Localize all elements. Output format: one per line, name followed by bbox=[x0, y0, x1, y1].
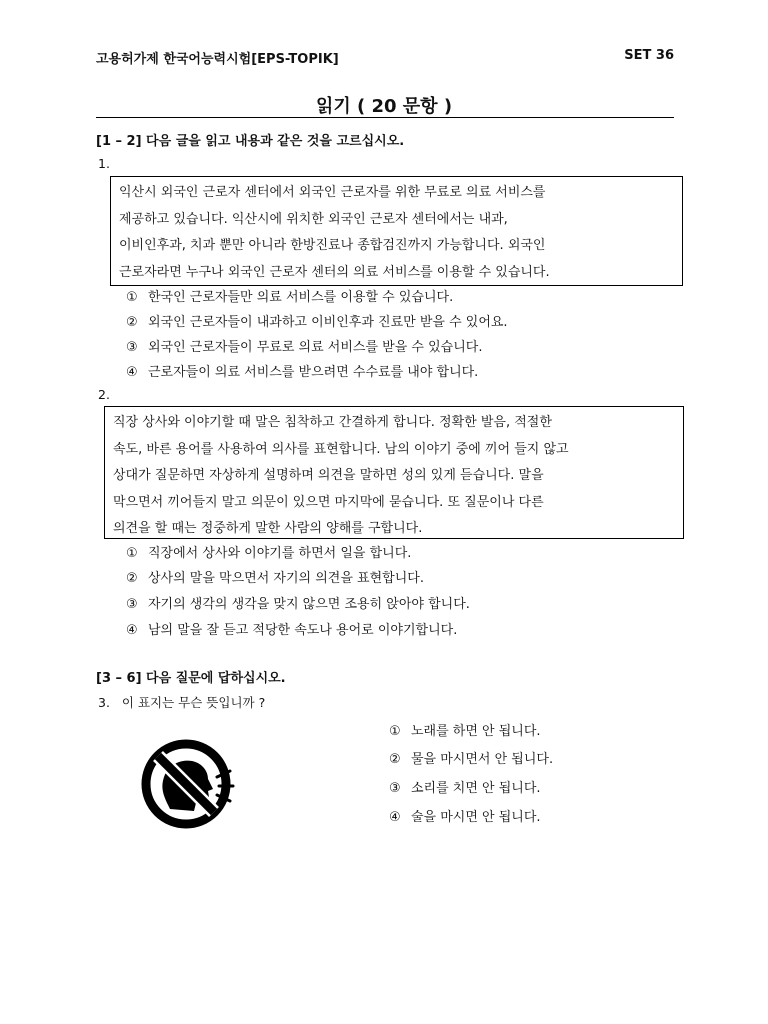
passage-line: 막으면서 끼어들지 말고 의문이 있으면 마지막에 묻습니다. 또 질문이나 다른 bbox=[113, 494, 544, 510]
option-text: 물을 마시면서 안 됩니다. bbox=[411, 752, 554, 767]
answer-option[interactable] bbox=[389, 720, 541, 739]
passage-line: 직장 상사와 이야기할 때 말은 침착하고 간결하게 합니다. 정확한 발음, 적절한 bbox=[113, 415, 552, 430]
passage-line: 제공하고 있습니다. 익산시에 위치한 외국인 근로자 센터에서는 내과, bbox=[119, 211, 508, 227]
option-text: 소리를 치면 안 됩니다. bbox=[411, 781, 541, 796]
question-number: 1. bbox=[98, 156, 110, 171]
option-text: 노래를 하면 안 됩니다. bbox=[411, 724, 541, 739]
option-marker: ② bbox=[126, 571, 138, 586]
option-marker: ④ bbox=[126, 365, 138, 380]
option-text: 외국인 근로자들이 무료로 의료 서비스를 받을 수 있습니다. bbox=[148, 340, 483, 355]
option-marker: ④ bbox=[126, 623, 138, 638]
set-number: SET 36 bbox=[624, 48, 674, 63]
passage-line: 익산시 외국인 근로자 센터에서 외국인 근로자를 위한 무료로 의료 서비스를 bbox=[119, 185, 546, 200]
option-text: 남의 말을 잘 듣고 적당한 속도나 용어로 이야기합니다. bbox=[148, 623, 458, 638]
option-marker: ① bbox=[126, 290, 138, 305]
option-text: 근로자들이 의료 서비스를 받으려면 수수료를 내야 합니다. bbox=[148, 365, 479, 380]
passage-line: 상대가 질문하면 자상하게 설명하며 의견을 말하면 성의 있게 듣습니다. 말을 bbox=[113, 468, 544, 483]
passage-line: 이비인후과, 치과 뿐만 아니라 한방진료나 종합검진까지 가능합니다. 외국인 bbox=[119, 238, 546, 253]
section-title: 읽기 ( 20 문항 ) bbox=[315, 96, 453, 117]
answer-option[interactable] bbox=[389, 748, 553, 767]
question-number: 2. bbox=[98, 387, 110, 402]
question-text: 이 표지는 무슨 뜻입니까 ? bbox=[121, 695, 266, 710]
answer-option[interactable] bbox=[126, 542, 411, 561]
answer-option[interactable] bbox=[126, 286, 453, 305]
option-marker: ② bbox=[389, 752, 401, 767]
option-text: 상사의 말을 막으면서 자기의 의견을 표현합니다. bbox=[148, 571, 424, 586]
title-divider bbox=[96, 117, 674, 118]
option-text: 술을 마시면 안 됩니다. bbox=[411, 810, 541, 825]
passage-box-1 bbox=[110, 176, 683, 286]
option-marker: ③ bbox=[389, 781, 401, 796]
answer-option[interactable] bbox=[126, 336, 482, 355]
passage-line: 의견을 할 때는 정중하게 말한 사람의 양해를 구합니다. bbox=[113, 521, 423, 536]
exam-header-title: 고용허가제 한국어능력시험[EPS-TOPIK] bbox=[96, 52, 339, 67]
option-marker: ① bbox=[126, 546, 138, 561]
option-marker: ② bbox=[126, 315, 138, 330]
answer-option[interactable] bbox=[126, 311, 508, 330]
answer-option[interactable] bbox=[389, 777, 541, 796]
option-marker: ③ bbox=[126, 340, 138, 355]
question-3-prompt bbox=[98, 693, 265, 711]
option-text: 외국인 근로자들이 내과하고 이비인후과 진료만 받을 수 있어요. bbox=[148, 315, 508, 330]
option-text: 직장에서 상사와 이야기를 하면서 일을 합니다. bbox=[148, 546, 412, 561]
answer-option[interactable] bbox=[126, 593, 470, 612]
passage-box-2 bbox=[104, 406, 684, 539]
passage-line: 근로자라면 누구나 외국인 근로자 센터의 의료 서비스를 이용할 수 있습니다. bbox=[119, 264, 550, 280]
instruction-3-6: [3 – 6] 다음 질문에 답하십시오. bbox=[96, 671, 286, 686]
answer-option[interactable] bbox=[126, 567, 424, 586]
option-text: 한국인 근로자들만 의료 서비스를 이용할 수 있습니다. bbox=[148, 290, 454, 305]
option-marker: ④ bbox=[389, 810, 401, 825]
option-text: 자기의 생각의 생각을 맞지 않으면 조용히 앉아야 합니다. bbox=[148, 597, 470, 612]
option-marker: ③ bbox=[126, 597, 138, 612]
question-number: 3. bbox=[98, 695, 110, 710]
answer-option[interactable] bbox=[126, 619, 457, 638]
answer-option[interactable] bbox=[389, 806, 541, 825]
no-talking-sign-icon bbox=[140, 737, 240, 829]
passage-line: 속도, 바른 용어를 사용하여 의사를 표현합니다. 남의 이야기 중에 끼어 들지 않고 bbox=[113, 441, 569, 457]
answer-option[interactable] bbox=[126, 361, 478, 380]
option-marker: ① bbox=[389, 724, 401, 739]
instruction-1-2: [1 – 2] 다음 글을 읽고 내용과 같은 것을 고르십시오. bbox=[96, 134, 405, 149]
